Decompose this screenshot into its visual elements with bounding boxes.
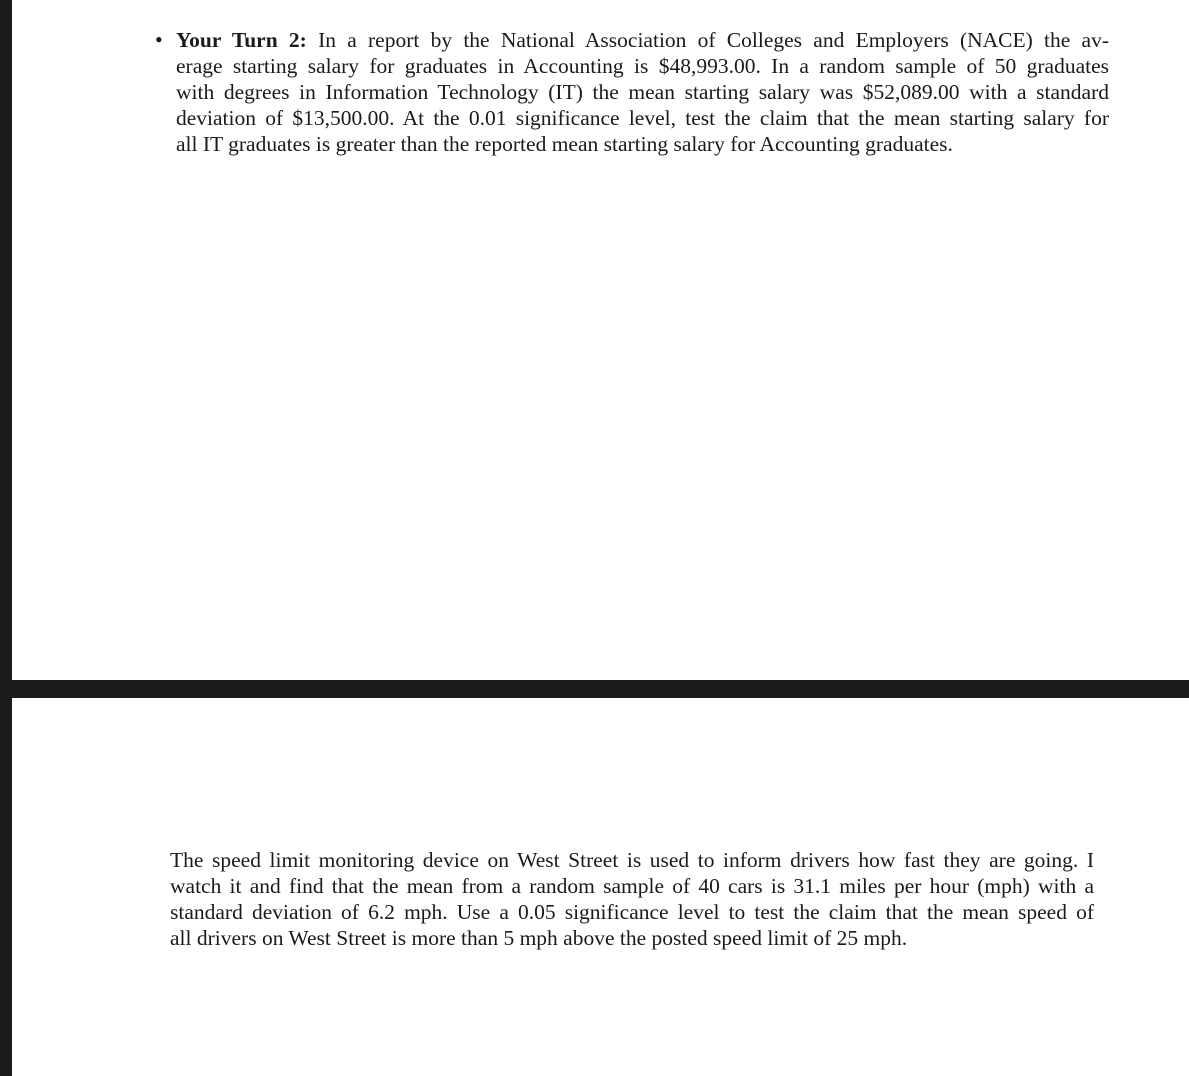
problem-heading: Your Turn 2:	[176, 28, 307, 52]
problem-line: watch it and find that the mean from a random sample of 40 cars is 31.1 miles per hour (mph) with a	[170, 874, 1094, 898]
problem-your-turn-2	[155, 27, 1109, 157]
problem-line: with degrees in Information Technology (IT) the mean starting salary was $52,089.00 with a standard	[176, 80, 1109, 104]
problem-line-text: In a report by the National Association of Colleges and Employers (NACE) the av-	[318, 28, 1109, 52]
bullet: •	[155, 27, 163, 52]
problem-line: standard deviation of 6.2 mph. Use a 0.05 significance level to test the claim that the mean speed of	[170, 900, 1094, 924]
problem-line: erage starting salary for graduates in Accounting is $48,993.00. In a random sample of 50 graduates	[176, 54, 1109, 78]
problem-line: deviation of $13,500.00. At the 0.01 significance level, test the claim that the mean starting salary for	[176, 106, 1109, 130]
document-page-bottom	[12, 698, 1189, 1076]
problem-line: all drivers on West Street is more than 5 mph above the posted speed limit of 25 mph.	[170, 926, 908, 950]
problem-line	[176, 27, 1109, 53]
document-page-top	[12, 0, 1189, 680]
problem-speed-limit	[170, 847, 1094, 951]
problem-line: The speed limit monitoring device on West Street is used to inform drivers how fast they are going. I	[170, 848, 1094, 872]
problem-line: all IT graduates is greater than the reported mean starting salary for Accounting graduates.	[176, 132, 953, 156]
